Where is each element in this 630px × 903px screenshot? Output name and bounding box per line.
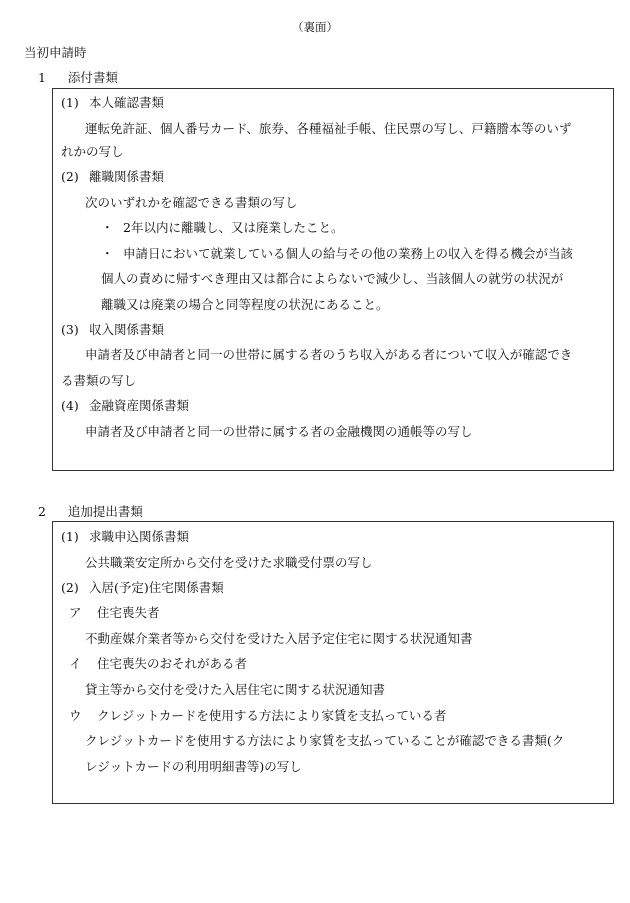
s1-item3-title: 収入関係書類 — [89, 322, 165, 337]
section-title: 当初申請時 — [24, 45, 87, 60]
page-side-label: （裏面） — [292, 20, 338, 34]
s1-title: 添付書類 — [67, 70, 118, 85]
s1-item2-number: (2) — [61, 169, 79, 184]
s1-heading — [38, 68, 118, 86]
s2-sub-a-title: 住宅喪失者 — [97, 605, 160, 620]
bullet-mark: ・ — [101, 246, 114, 261]
s1-item2-title: 離職関係書類 — [89, 169, 165, 184]
s2-sub-i-title: 住宅喪失のおそれがある者 — [97, 656, 248, 671]
s1-item3-number: (3) — [61, 322, 79, 337]
bullet-mark: ・ — [101, 220, 114, 235]
s2-sub-a-heading — [69, 607, 160, 620]
s1-item4-heading — [61, 400, 189, 413]
s1-item1-text-cont: れかの写し — [61, 144, 124, 159]
s2-sub-a-mark: ア — [69, 605, 82, 620]
s2-heading — [38, 502, 143, 520]
s1-item1-heading — [61, 97, 164, 110]
s1-item2-bullet2: 申請日において就業している個人の給与その他の業務上の収入を得る機会が当該 — [123, 246, 574, 261]
s2-item2-title: 入居(予定)住宅関係書類 — [89, 580, 224, 595]
s1-item1-title: 本人確認書類 — [89, 95, 165, 110]
s2-box — [52, 521, 614, 804]
s2-sub-u-title: クレジットカードを使用する方法により家賃を支払っている者 — [97, 708, 447, 723]
s1-item4-title: 金融資産関係書類 — [89, 398, 190, 413]
s2-sub-u-text-cont: レジットカードの利用明細書等)の写し — [85, 759, 302, 774]
s2-item2-heading — [61, 582, 224, 595]
s2-item1-title: 求職申込関係書類 — [89, 529, 190, 544]
s1-box — [52, 88, 614, 471]
s2-sub-i-text: 貸主等から交付を受けた入居住宅に関する状況通知書 — [85, 682, 386, 697]
s1-item4-text: 申請者及び申請者と同一の世帯に属する者の金融機関の通帳等の写し — [85, 424, 473, 439]
s1-item1-text: 運転免許証、個人番号カード、旅券、各種福祉手帳、住民票の写し、戸籍謄本等のいず — [85, 121, 572, 136]
s2-sub-a-text: 不動産媒介業者等から交付を受けた入居予定住宅に関する状況通知書 — [85, 631, 473, 646]
s1-item2-bullet2-cont1: 個人の責めに帰すべき理由又は都合によらないで減少し、当該個人の就労の状況が — [101, 271, 564, 286]
s1-number: 1 — [38, 70, 46, 85]
s1-item3-heading — [61, 324, 164, 337]
s1-item2-bullet2-cont2: 離職又は廃業の場合と同等程度の状況にあること。 — [101, 297, 389, 312]
s2-sub-u-mark: ウ — [69, 708, 82, 723]
s1-item2-heading — [61, 171, 164, 184]
s1-item1-number: (1) — [61, 95, 79, 110]
s2-sub-u-text: クレジットカードを使用する方法により家賃を支払っていることが確認できる書類(ク — [85, 733, 565, 748]
s2-item2-number: (2) — [61, 580, 79, 595]
s2-sub-i-mark: イ — [69, 656, 82, 671]
s2-item1-text: 公共職業安定所から交付を受けた求職受付票の写し — [85, 555, 373, 570]
s2-title: 追加提出書類 — [67, 504, 143, 519]
s1-item3-text-cont: る書類の写し — [61, 373, 137, 388]
s2-sub-u-heading — [69, 710, 446, 723]
s2-sub-i-heading — [69, 658, 247, 671]
s2-item1-heading — [61, 531, 189, 544]
s1-item3-text: 申請者及び申請者と同一の世帯に属する者のうち収入がある者について収入が確認でき — [85, 347, 573, 362]
s1-item4-number: (4) — [61, 398, 79, 413]
s2-item1-number: (1) — [61, 529, 79, 544]
s1-item2-text: 次のいずれかを確認できる書類の写し — [85, 195, 298, 210]
s1-item2-bullet1: 2年以内に離職し、又は廃業したこと。 — [123, 220, 344, 235]
s2-number: 2 — [38, 504, 46, 519]
